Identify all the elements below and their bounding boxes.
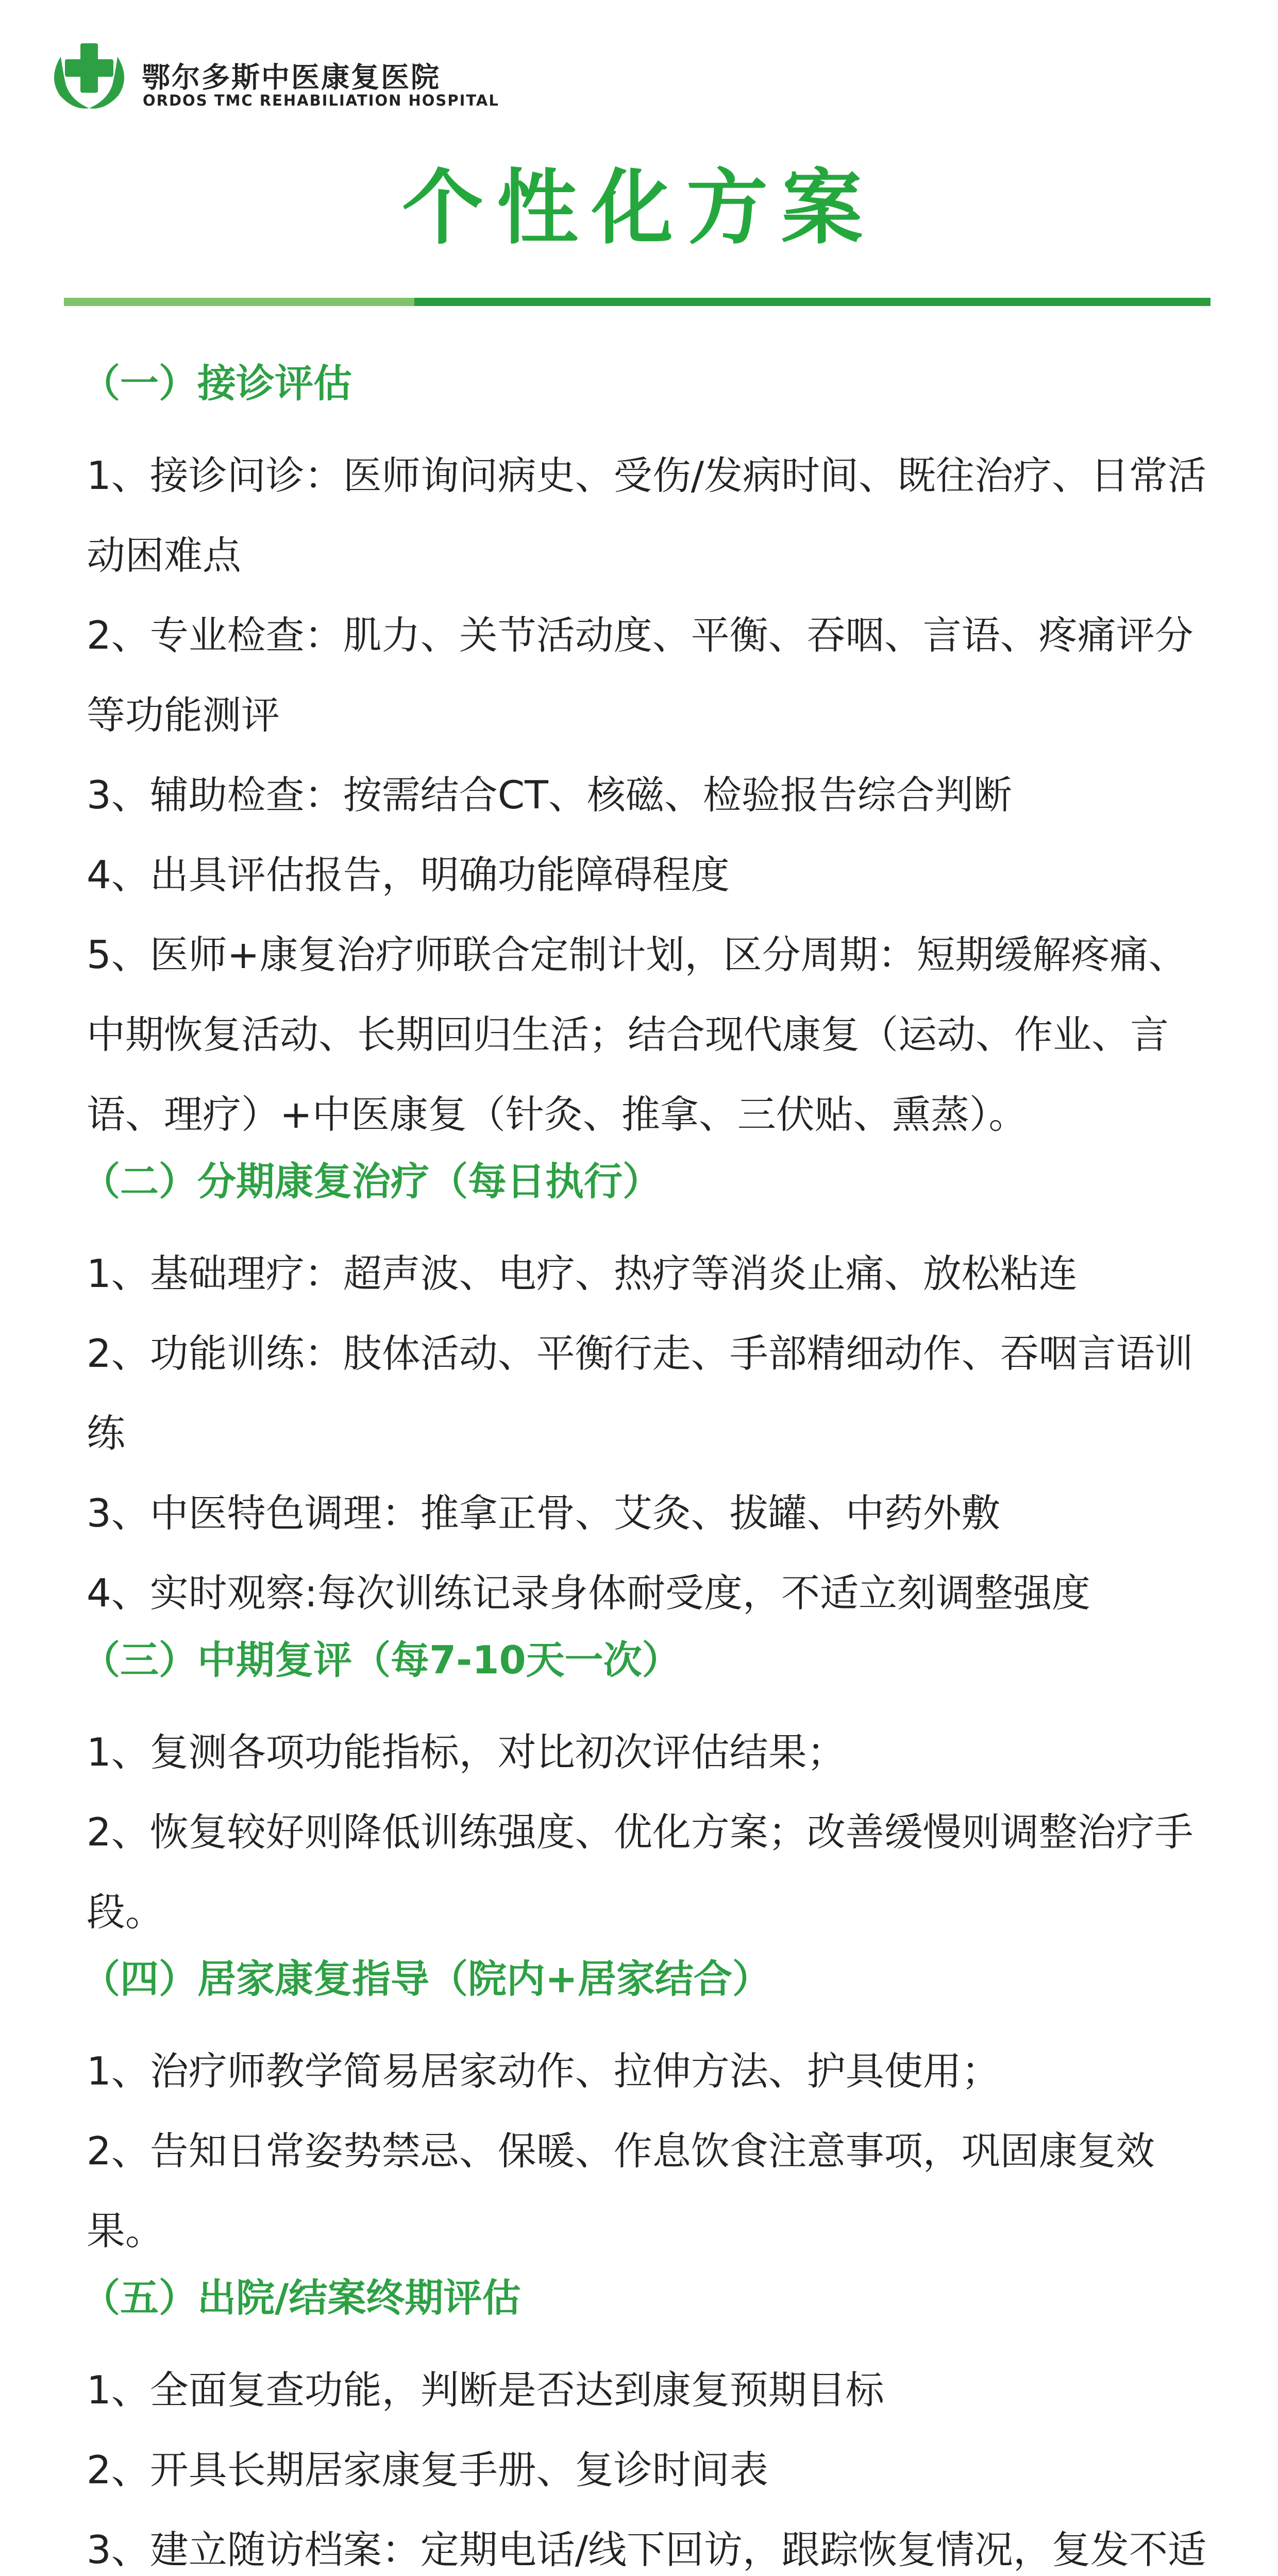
section-intake-assessment [81, 357, 1215, 1155]
section-staged-treatment [81, 1155, 1215, 1633]
section-heading: （二）分期康复治疗（每日执行） [81, 1159, 662, 1204]
list-item: 1、基础理疗：超声波、电疗、热疗等消炎止痛、放松粘连 [87, 1251, 1078, 1296]
list-item: 2、告知日常姿势禁忌、保暖、作息饮食注意事项，巩固康复效果。 [87, 2128, 1155, 2253]
section-discharge-evaluation [81, 2271, 1215, 2576]
plan-content [81, 357, 1215, 2576]
page-title: 个性化方案 [402, 161, 876, 256]
section-heading: （一）接诊评估 [81, 361, 352, 406]
section-heading: （三）中期复评（每7-10天一次） [81, 1637, 681, 1683]
list-item: 2、功能训练：肢体活动、平衡行走、手部精细动作、吞咽言语训练 [87, 1331, 1193, 1456]
section-heading: （五）出院/结案终期评估 [81, 2275, 521, 2320]
hospital-logo-icon [45, 36, 133, 113]
list-item: 2、专业检查：肌力、关节活动度、平衡、吞咽、言语、疼痛评分等功能测评 [87, 613, 1193, 738]
list-item: 4、实时观察:每次训练记录身体耐受度，不适立刻调整强度 [87, 1570, 1090, 1616]
list-item: 3、建立随访档案：定期电话/线下回访，跟踪恢复情况，复发不适 [87, 2527, 1206, 2572]
list-item: 1、接诊问诊：医师询问病史、受伤/发病时间、既往治疗、日常活动困难点 [87, 453, 1206, 578]
list-item: 3、中医特色调理：推拿正骨、艾灸、拔罐、中药外敷 [87, 1490, 1000, 1536]
list-item: 5、医师+康复治疗师联合定制计划，区分周期：短期缓解疼痛、中期恢复活动、长期回归生活；结合现代康复（运动、作业、言语、理疗）+中医康复（针灸、推拿、三伏贴、熏蒸）。 [87, 932, 1187, 1137]
section-home-guidance [81, 1952, 1215, 2271]
title-divider-accent [64, 298, 414, 306]
hospital-name-en: ORDOS TMC REHABILIATION HOSPITAL [143, 92, 499, 109]
list-item: 2、恢复较好则降低训练强度、优化方案；改善缓慢则调整治疗手段。 [87, 1809, 1193, 1935]
section-midterm-review [81, 1633, 1215, 1952]
list-item: 3、辅助检查：按需结合CT、核磁、检验报告综合判断 [87, 772, 1012, 818]
hospital-name-cn: 鄂尔多斯中医康复医院 [142, 61, 441, 94]
list-item: 1、全面复查功能，判断是否达到康复预期目标 [87, 2367, 884, 2413]
section-heading: （四）居家康复指导（院内+居家结合） [81, 1956, 771, 2002]
list-item: 2、开具长期居家康复手册、复诊时间表 [87, 2447, 768, 2493]
list-item: 1、复测各项功能指标，对比初次评估结果； [87, 1730, 846, 1775]
list-item: 1、治疗师教学简易居家动作、拉伸方法、护具使用； [87, 2048, 1000, 2094]
list-item: 4、出具评估报告，明确功能障碍程度 [87, 852, 730, 897]
